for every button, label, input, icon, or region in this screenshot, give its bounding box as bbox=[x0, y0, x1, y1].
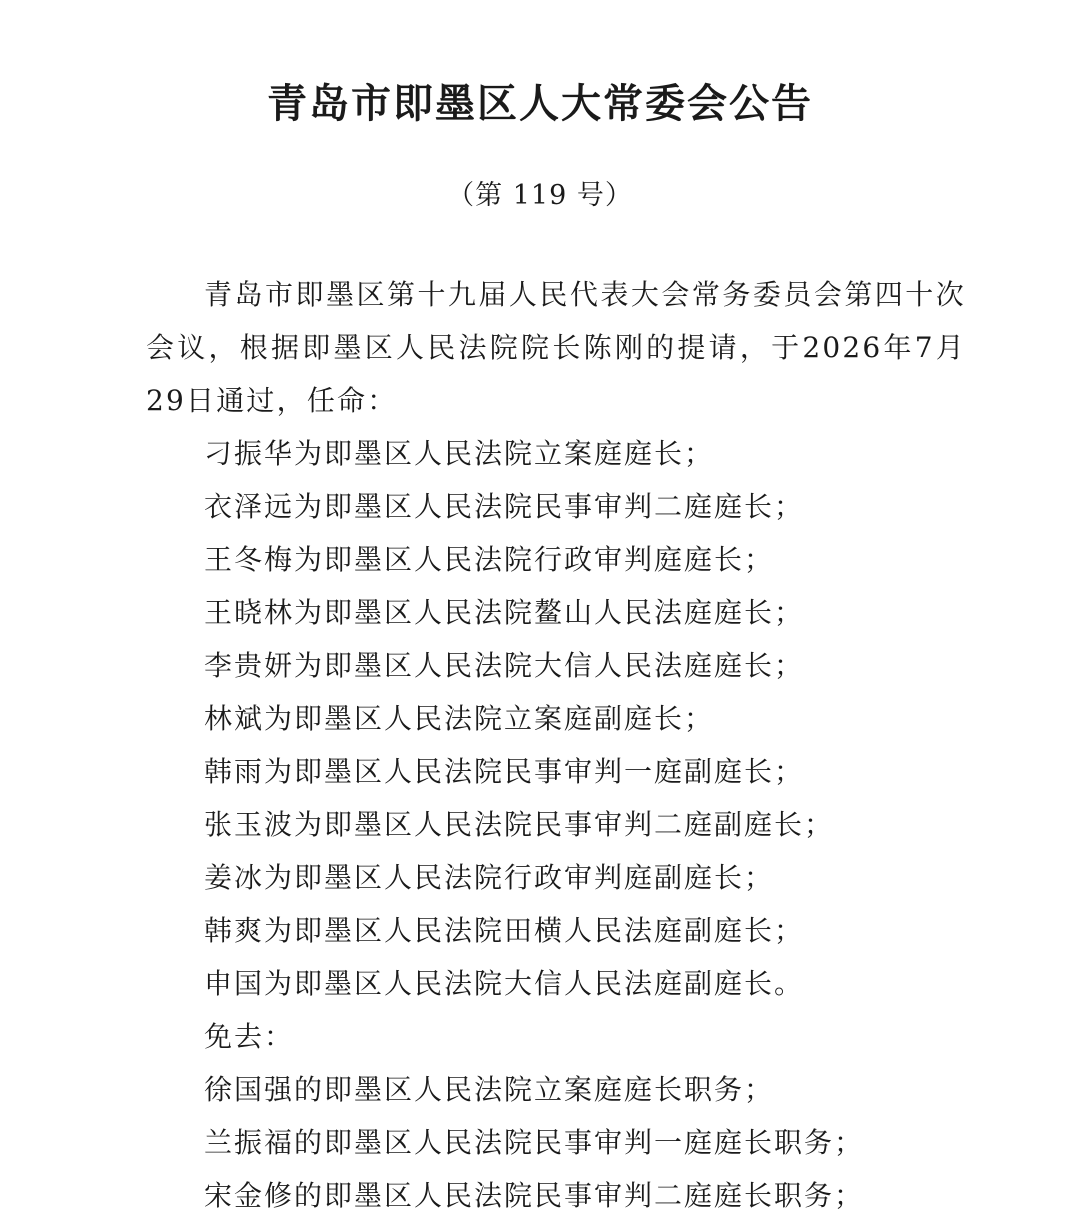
announcement-number: （第 119 号） bbox=[447, 180, 633, 211]
appointment-line: 韩爽为即墨区人民法院田横人民法庭副庭长； bbox=[204, 914, 805, 947]
appointment-line: 王晓林为即墨区人民法院鳌山人民法庭庭长； bbox=[204, 596, 805, 629]
appointment-line: 林斌为即墨区人民法院立案庭副庭长； bbox=[204, 702, 715, 735]
removal-line: 兰振福的即墨区人民法院民事审判一庭庭长职务； bbox=[204, 1126, 865, 1159]
appointment-line: 姜冰为即墨区人民法院行政审判庭副庭长； bbox=[204, 861, 775, 894]
document-title: 青岛市即墨区人大常委会公告 bbox=[267, 80, 813, 127]
removal-line: 宋金修的即墨区人民法院民事审判二庭庭长职务； bbox=[204, 1179, 865, 1212]
appointment-line: 韩雨为即墨区人民法院民事审判一庭副庭长； bbox=[204, 755, 805, 788]
document-body bbox=[146, 268, 966, 1222]
appointment-line: 王冬梅为即墨区人民法院行政审判庭庭长； bbox=[204, 543, 775, 576]
appointment-line: 刁振华为即墨区人民法院立案庭庭长； bbox=[204, 437, 715, 470]
appointment-line: 衣泽远为即墨区人民法院民事审判二庭庭长； bbox=[204, 490, 805, 523]
intro-paragraph: 青岛市即墨区第十九届人民代表大会常务委员会第四十次会议，根据即墨区人民法院院长陈刚的提请，于2026年7月29日通过，任命： bbox=[146, 278, 966, 417]
appointment-line: 张玉波为即墨区人民法院民事审判二庭副庭长； bbox=[204, 808, 835, 841]
removal-heading: 免去： bbox=[204, 1020, 295, 1053]
removal-line: 徐国强的即墨区人民法院立案庭庭长职务； bbox=[204, 1073, 775, 1106]
appointment-line: 李贵妍为即墨区人民法院大信人民法庭庭长； bbox=[204, 649, 805, 682]
appointment-line: 申国为即墨区人民法院大信人民法庭副庭长。 bbox=[204, 967, 805, 1000]
